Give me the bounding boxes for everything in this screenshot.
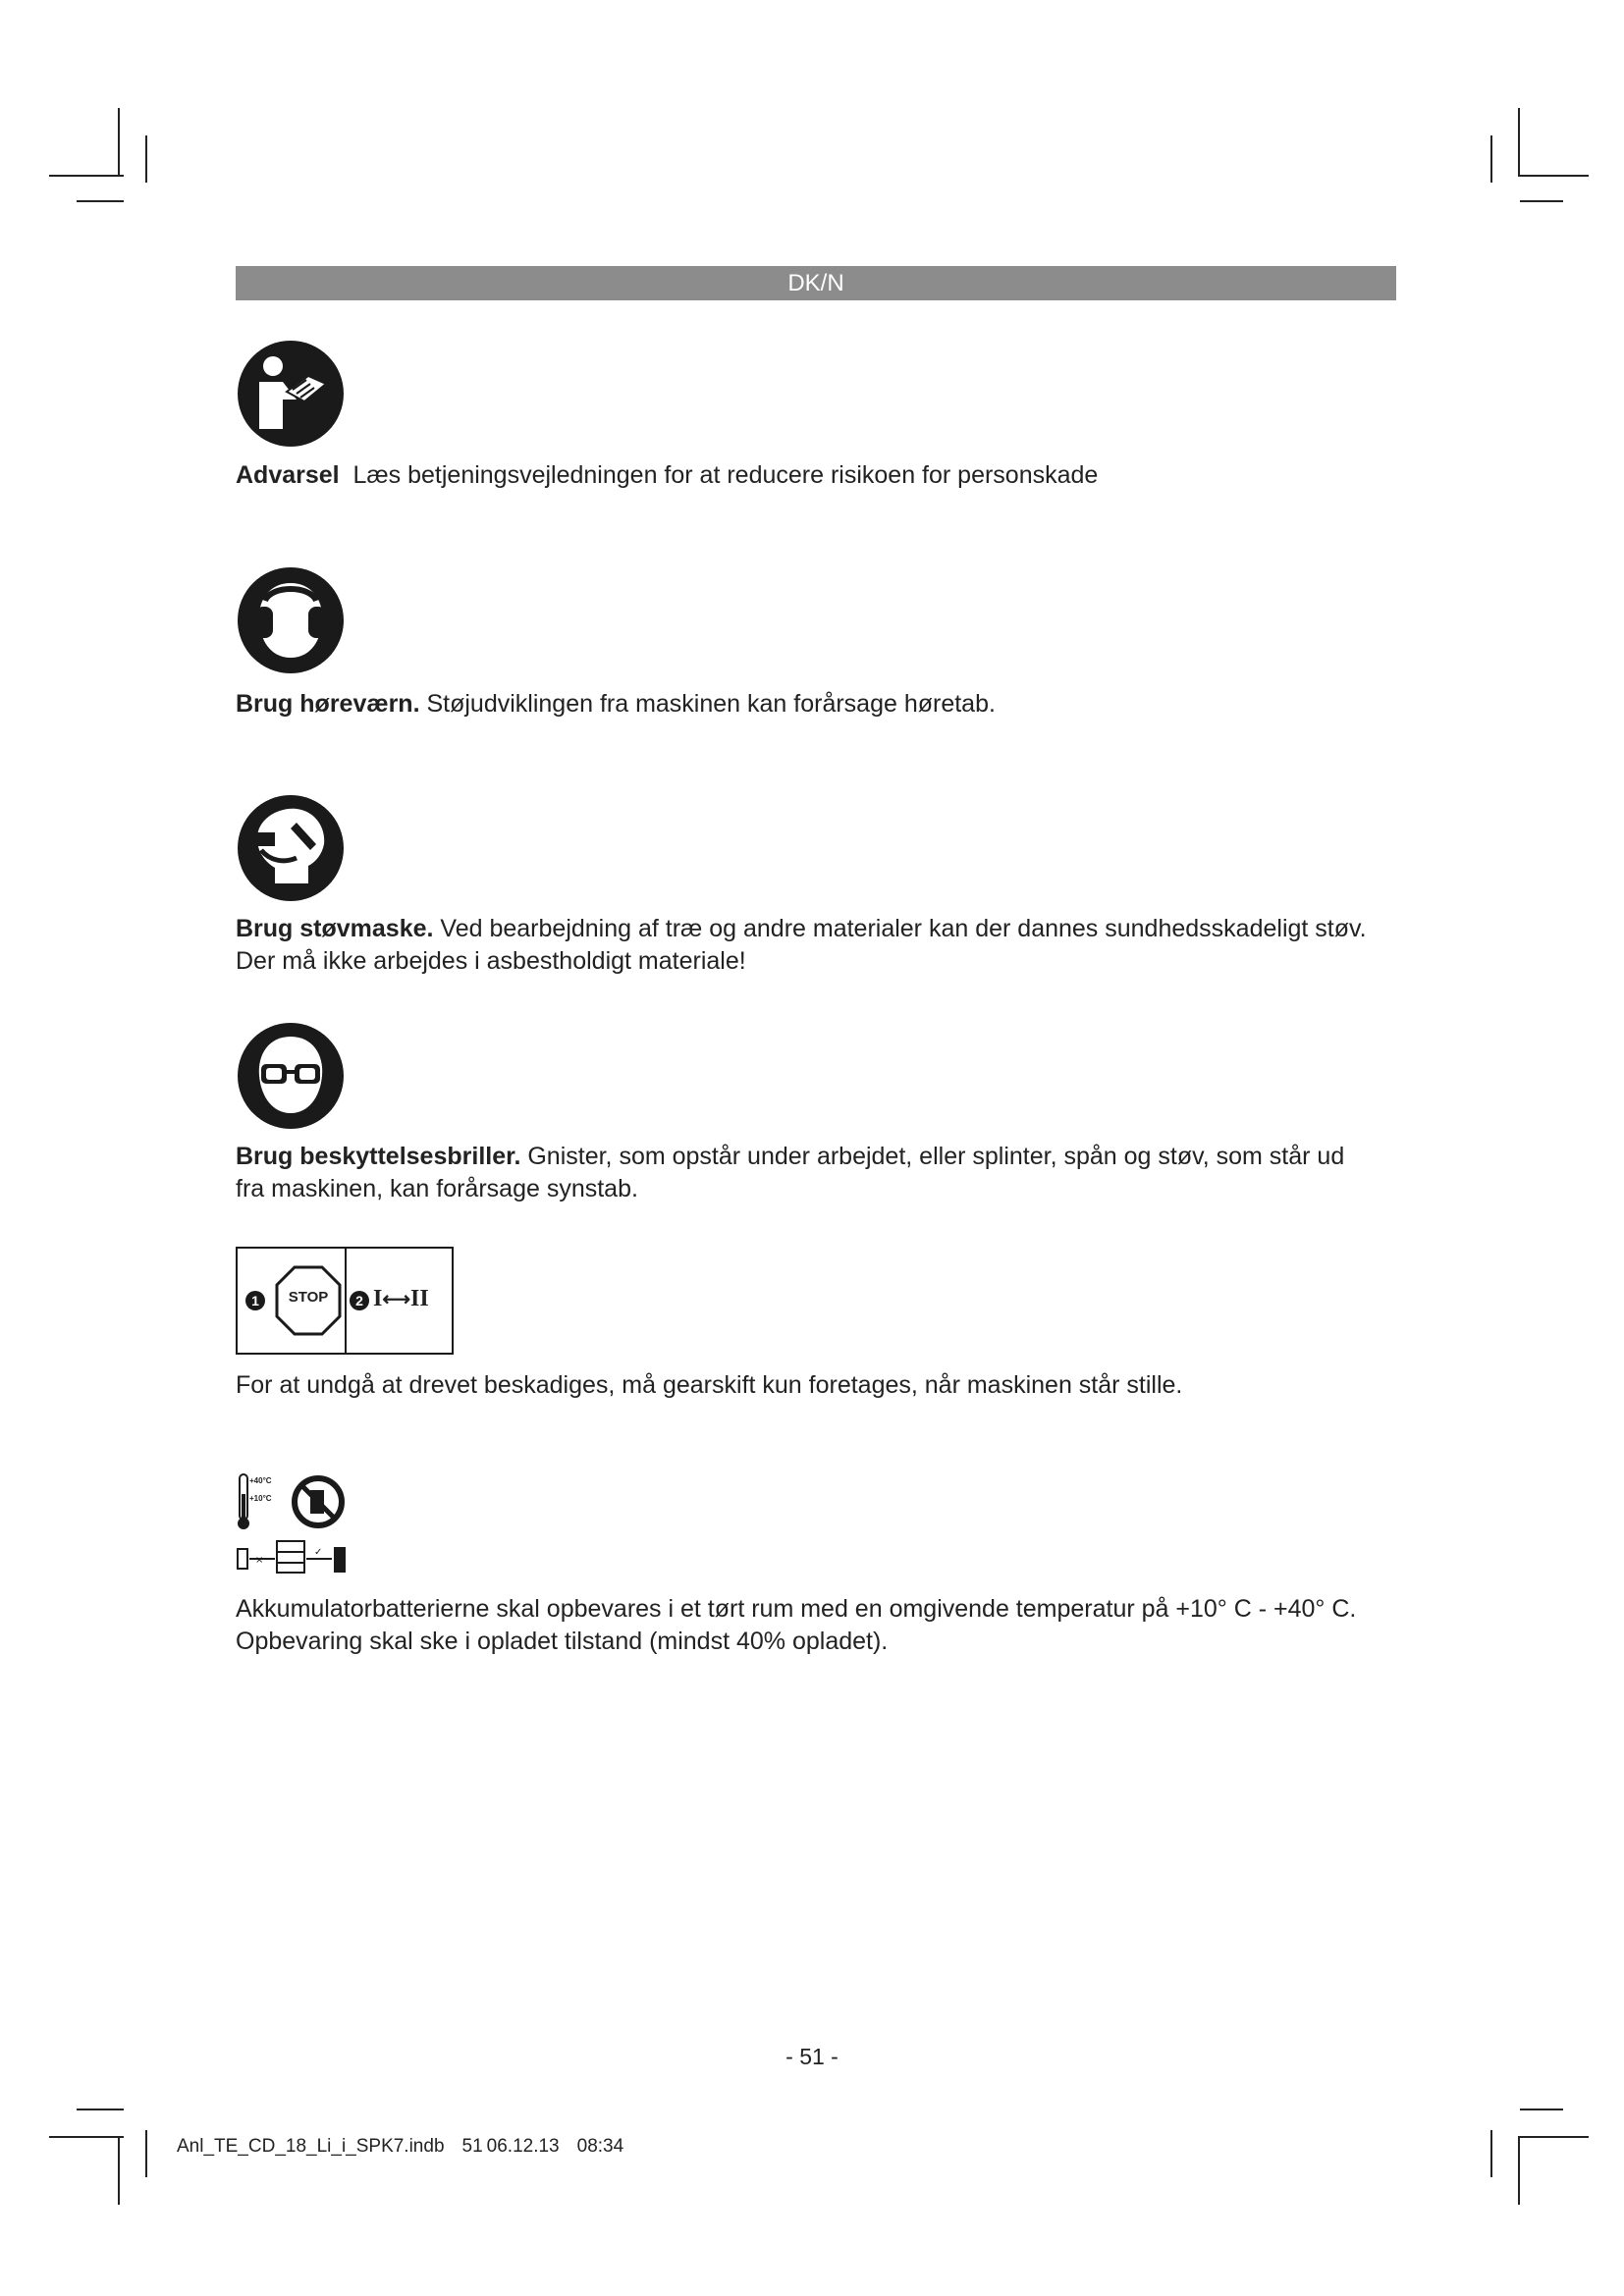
footer-date: 06.12.13: [486, 2136, 560, 2157]
footer-time: 08:34: [576, 2136, 624, 2157]
storage-charge-icon: [236, 1539, 353, 1575]
section-title: Brug høreværn.: [236, 690, 420, 718]
temp-low-label: +10°C: [249, 1494, 272, 1503]
gear-from: I: [373, 1286, 383, 1311]
step-one-badge: 1: [245, 1291, 265, 1310]
language-header-bar: [236, 266, 1396, 300]
section-battery-storage: [236, 1593, 1414, 1658]
svg-text:✓: ✓: [314, 1547, 323, 1558]
section-text: Støjudviklingen fra maskinen kan forårsage høretab.: [426, 690, 996, 718]
section-dust-mask: [236, 913, 1414, 978]
gear-shift-label: [373, 1286, 429, 1312]
section-text: For at undgå at drevet beskadiges, må gearskift kun foretages, når maskinen står stille.: [236, 1371, 1183, 1399]
section-title: Brug støvmaske.: [236, 915, 434, 942]
temp-high-label: +40°C: [249, 1476, 272, 1485]
stop-label: STOP: [288, 1289, 329, 1306]
no-water-icon: [291, 1474, 346, 1529]
print-footer: [177, 2136, 641, 2158]
footer-file: Anl_TE_CD_18_Li_i_SPK7.indb: [177, 2136, 445, 2157]
section-text-line2: fra maskinen, kan forårsage synstab.: [236, 1175, 638, 1202]
language-label: DK/N: [787, 270, 844, 296]
section-safety-glasses: [236, 1141, 1414, 1205]
separator: [340, 461, 353, 489]
section-text: Gnister, som opstår under arbejdet, eller splinter, spån og støv, som står ud: [527, 1143, 1345, 1170]
gear-to: II: [410, 1286, 429, 1311]
stop-gear-icon: [236, 1247, 454, 1355]
section-gear-shift: [236, 1369, 1414, 1402]
battery-storage-icon: [236, 1472, 353, 1580]
section-text-line2: Der må ikke arbejdes i asbestholdigt materiale!: [236, 947, 746, 975]
ear-protection-icon: [236, 565, 346, 680]
page-number: - 51 -: [785, 2044, 839, 2069]
svg-text:×: ×: [255, 1555, 264, 1566]
section-hearing-protection: [236, 688, 1414, 721]
double-arrow-icon: ⟷: [382, 1289, 411, 1310]
footer-page: 51: [461, 2136, 483, 2157]
stop-sign-icon: [275, 1265, 342, 1341]
step-two-badge: 2: [350, 1291, 369, 1310]
section-text: Ved bearbejdning af træ og andre materialer kan der dannes sundhedsskadeligt støv.: [440, 915, 1367, 942]
section-text: Akkumulatorbatterierne skal opbevares i et tørt rum med en omgivende temperatur på +10° C - +40° C.: [236, 1595, 1357, 1623]
safety-glasses-icon: [236, 1021, 346, 1136]
section-title: Advarsel: [236, 461, 340, 489]
dust-mask-icon: [236, 793, 346, 908]
section-text-line2: Opbevaring skal ske i opladet tilstand (mindst 40% opladet).: [236, 1628, 889, 1655]
read-manual-icon: [236, 339, 346, 454]
section-read-manual: [236, 459, 1414, 492]
section-title: Brug beskyttelsesbriller.: [236, 1143, 521, 1170]
section-text: Læs betjeningsvejledningen for at reducere risikoen for personskade: [352, 461, 1099, 489]
